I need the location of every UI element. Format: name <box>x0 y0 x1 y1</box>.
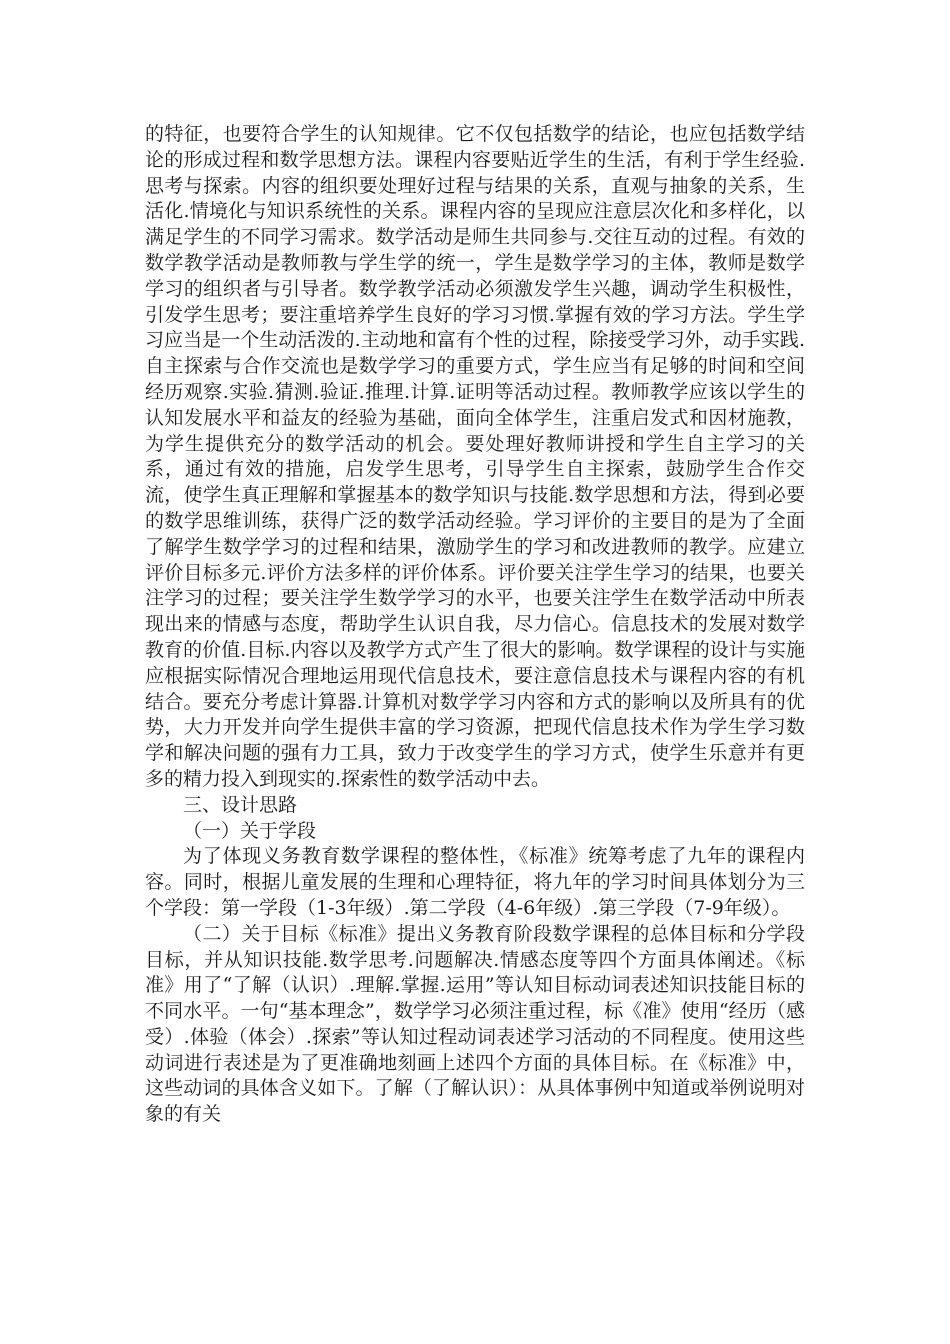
section-heading-design-ideas: 三、设计思路 <box>183 793 298 816</box>
subsection-heading-stages: （一）关于学段 <box>183 819 317 842</box>
paragraph-goals: （二）关于目标《标准》提出义务教育阶段数学课程的总体目标和分学段目标，并从知识技能.数学思考.问题解决.情感态度等四个方面具体阐述。《标准》用了“了解（认识）.理解.掌握.运用”等认知目标动词表述知识技能目标的不同水平。一句“基本理念”，数学学习必须注重过程，标《准》使用“经历（感受）.体验（体会）.探索”等认知过程动词表述学习活动的不同程度。使用这些动词进行表述是为了更准确地刻画上述四个方面的具体目标。在《标准》中，这些动词的具体含义如下。了解（了解认识）：从具体事例中知道或举例说明对象的有关 <box>145 922 805 1126</box>
document-body <box>145 122 805 1128</box>
paragraph-stages: 为了体现义务教育数学课程的整体性，《标准》统筹考虑了九年的课程内容。同时，根据儿童发展的生理和心理特征，将九年的学习时间具体划分为三个学段：第一学段（1-3年级）.第二学段（4-6年级）.第三学段（7-9年级）。 <box>145 845 805 919</box>
paragraph-curriculum-content: 的特征，也要符合学生的认知规律。它不仅包括数学的结论，也应包括数学结论的形成过程和数学思想方法。课程内容要贴近学生的生活，有利于学生经验.思考与探索。内容的组织要处理好过程与结果的关系，直观与抽象的关系，生活化.情境化与知识系统性的关系。课程内容的呈现应注意层次化和多样化，以满足学生的不同学习需求。数学活动是师生共同参与.交往互动的过程。有效的数学教学活动是教师教与学生学的统一，学生是数学学习的主体，教师是数学学习的组织者与引导者。数学教学活动必须激发学生兴趣，调动学生积极性，引发学生思考；要注重培养学生良好的学习习惯.掌握有效的学习方法。学生学习应当是一个生动活泼的.主动地和富有个性的过程，除接受学习外，动手实践.自主探索与合作交流也是数学学习的重要方式，学生应当有足够的时间和空间经历观察.实验.猜测.验证.推理.计算.证明等活动过程。教师教学应该以学生的认知发展水平和益友的经验为基础，面向全体学生，注重启发式和因材施教，为学生提供充分的数学活动的机会。要处理好教师讲授和学生自主学习的关系，通过有效的措施，启发学生思考，引导学生自主探索，鼓励学生合作交流，使学生真正理解和掌握基本的数学知识与技能.数学思想和方法，得到必要的数学思维训练，获得广泛的数学活动经验。学习评价的主要目的是为了全面了解学生数学学习的过程和结果，激励学生的学习和改进教师的教学。应建立评价目标多元.评价方法多样的评价体系。评价要关注学生学习的结果，也要关注学习的过程；要关注学生数学学习的水平，也要关注学生在数学活动中所表现出来的情感与态度，帮助学生认识自我，尽力信心。信息技术的发展对数学教育的价值.目标.内容以及教学方式产生了很大的影响。数学课程的设计与实施应根据实际情况合理地运用现代信息技术，要注意信息技术与课程内容的有机结合。要充分考虑计算器.计算机对数学学习内容和方式的影响以及所具有的优势，大力开发并向学生提供丰富的学习资源，把现代信息技术作为学生学习数学和解决问题的强有力工具，致力于改变学生的学习方式，使学生乐意并有更多的精力投入到现实的.探索性的数学活动中去。 <box>145 123 805 790</box>
